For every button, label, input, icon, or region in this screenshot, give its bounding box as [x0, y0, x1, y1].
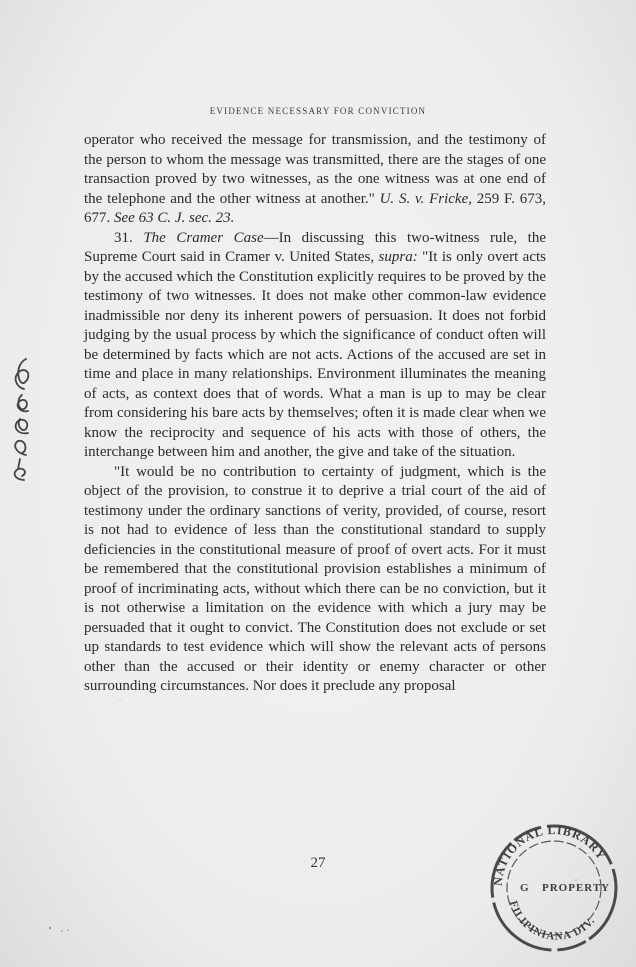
text-run: "It is only overt acts by the accused which the Constitution explicitly requires to be proved by the testimony of two witnesses. It does not make other common-law evidence inadmissible nor deny its inherent powers of persuasion. It does not forbid judging by the usual process by which the significance of conduct often will be determined by facts which are not acts. Actions of the accused are set in time and place in many relationships. Environment illuminates the meaning of acts, as context does that of words. What a man is up to may be clear from considering his bare acts by themselves; often it is made clear when we know the reciprocity and sequence of his acts with those of others, the interchange between him and another, the give and take of the situation. [84, 249, 546, 460]
italic-run: U. S. v. Fricke, [379, 190, 472, 207]
svg-text:G: G [520, 882, 529, 894]
text-run: 31. [114, 229, 144, 246]
svg-text:FILIPINIANA DIV.: FILIPINIANA DIV. [506, 899, 598, 943]
svg-text:PROPERTY: PROPERTY [542, 882, 611, 894]
italic-run: See 63 C. J. sec. 23. [114, 210, 235, 226]
text-run: —In discussing this two-witness rule, the Supreme Court said in Cramer v. United States, [84, 229, 546, 265]
italic-run: The Cramer Case [143, 229, 264, 246]
text-run: operator who received the message for transmission, and the testimony of the person to whom the message was transmitted, there are the stages of one transaction proved by two witnesses, as the one witness was at one end of the telephone and the other witness at another." [84, 132, 546, 207]
svg-text:NATIONAL LIBRARY: NATIONAL LIBRARY [490, 822, 609, 887]
page-number: 27 [310, 855, 326, 871]
italic-run: supra: [378, 249, 418, 265]
running-head: EVIDENCE NECESSARY FOR CONVICTION [209, 106, 427, 116]
text-run: 259 F. 673, 677. [84, 190, 546, 226]
text-run: "It would be no contribution to certainty of judgment, which is the object of the provision, to construe it to deprive a trial court of the aid of testimony under the ordinary sanctions of verity, provided, of course, resort is not had to evidence of less than the constitutional standard to supply deficiencies in the constitutional measure of proof of overt acts. For it must be remembered that the constitutional provision establishes a minimum of proof of incriminating acts, without which there can be no conviction, but it is not otherwise a limitation on the evidence with which a jury may be persuaded that it ought to convict. The Constitution does not exclude or set up standards to test evidence which will show the relevant acts of persons other than the accused or their identity or enemy character or other surrounding circumstances. Nor does it preclude any proposal [84, 463, 546, 694]
